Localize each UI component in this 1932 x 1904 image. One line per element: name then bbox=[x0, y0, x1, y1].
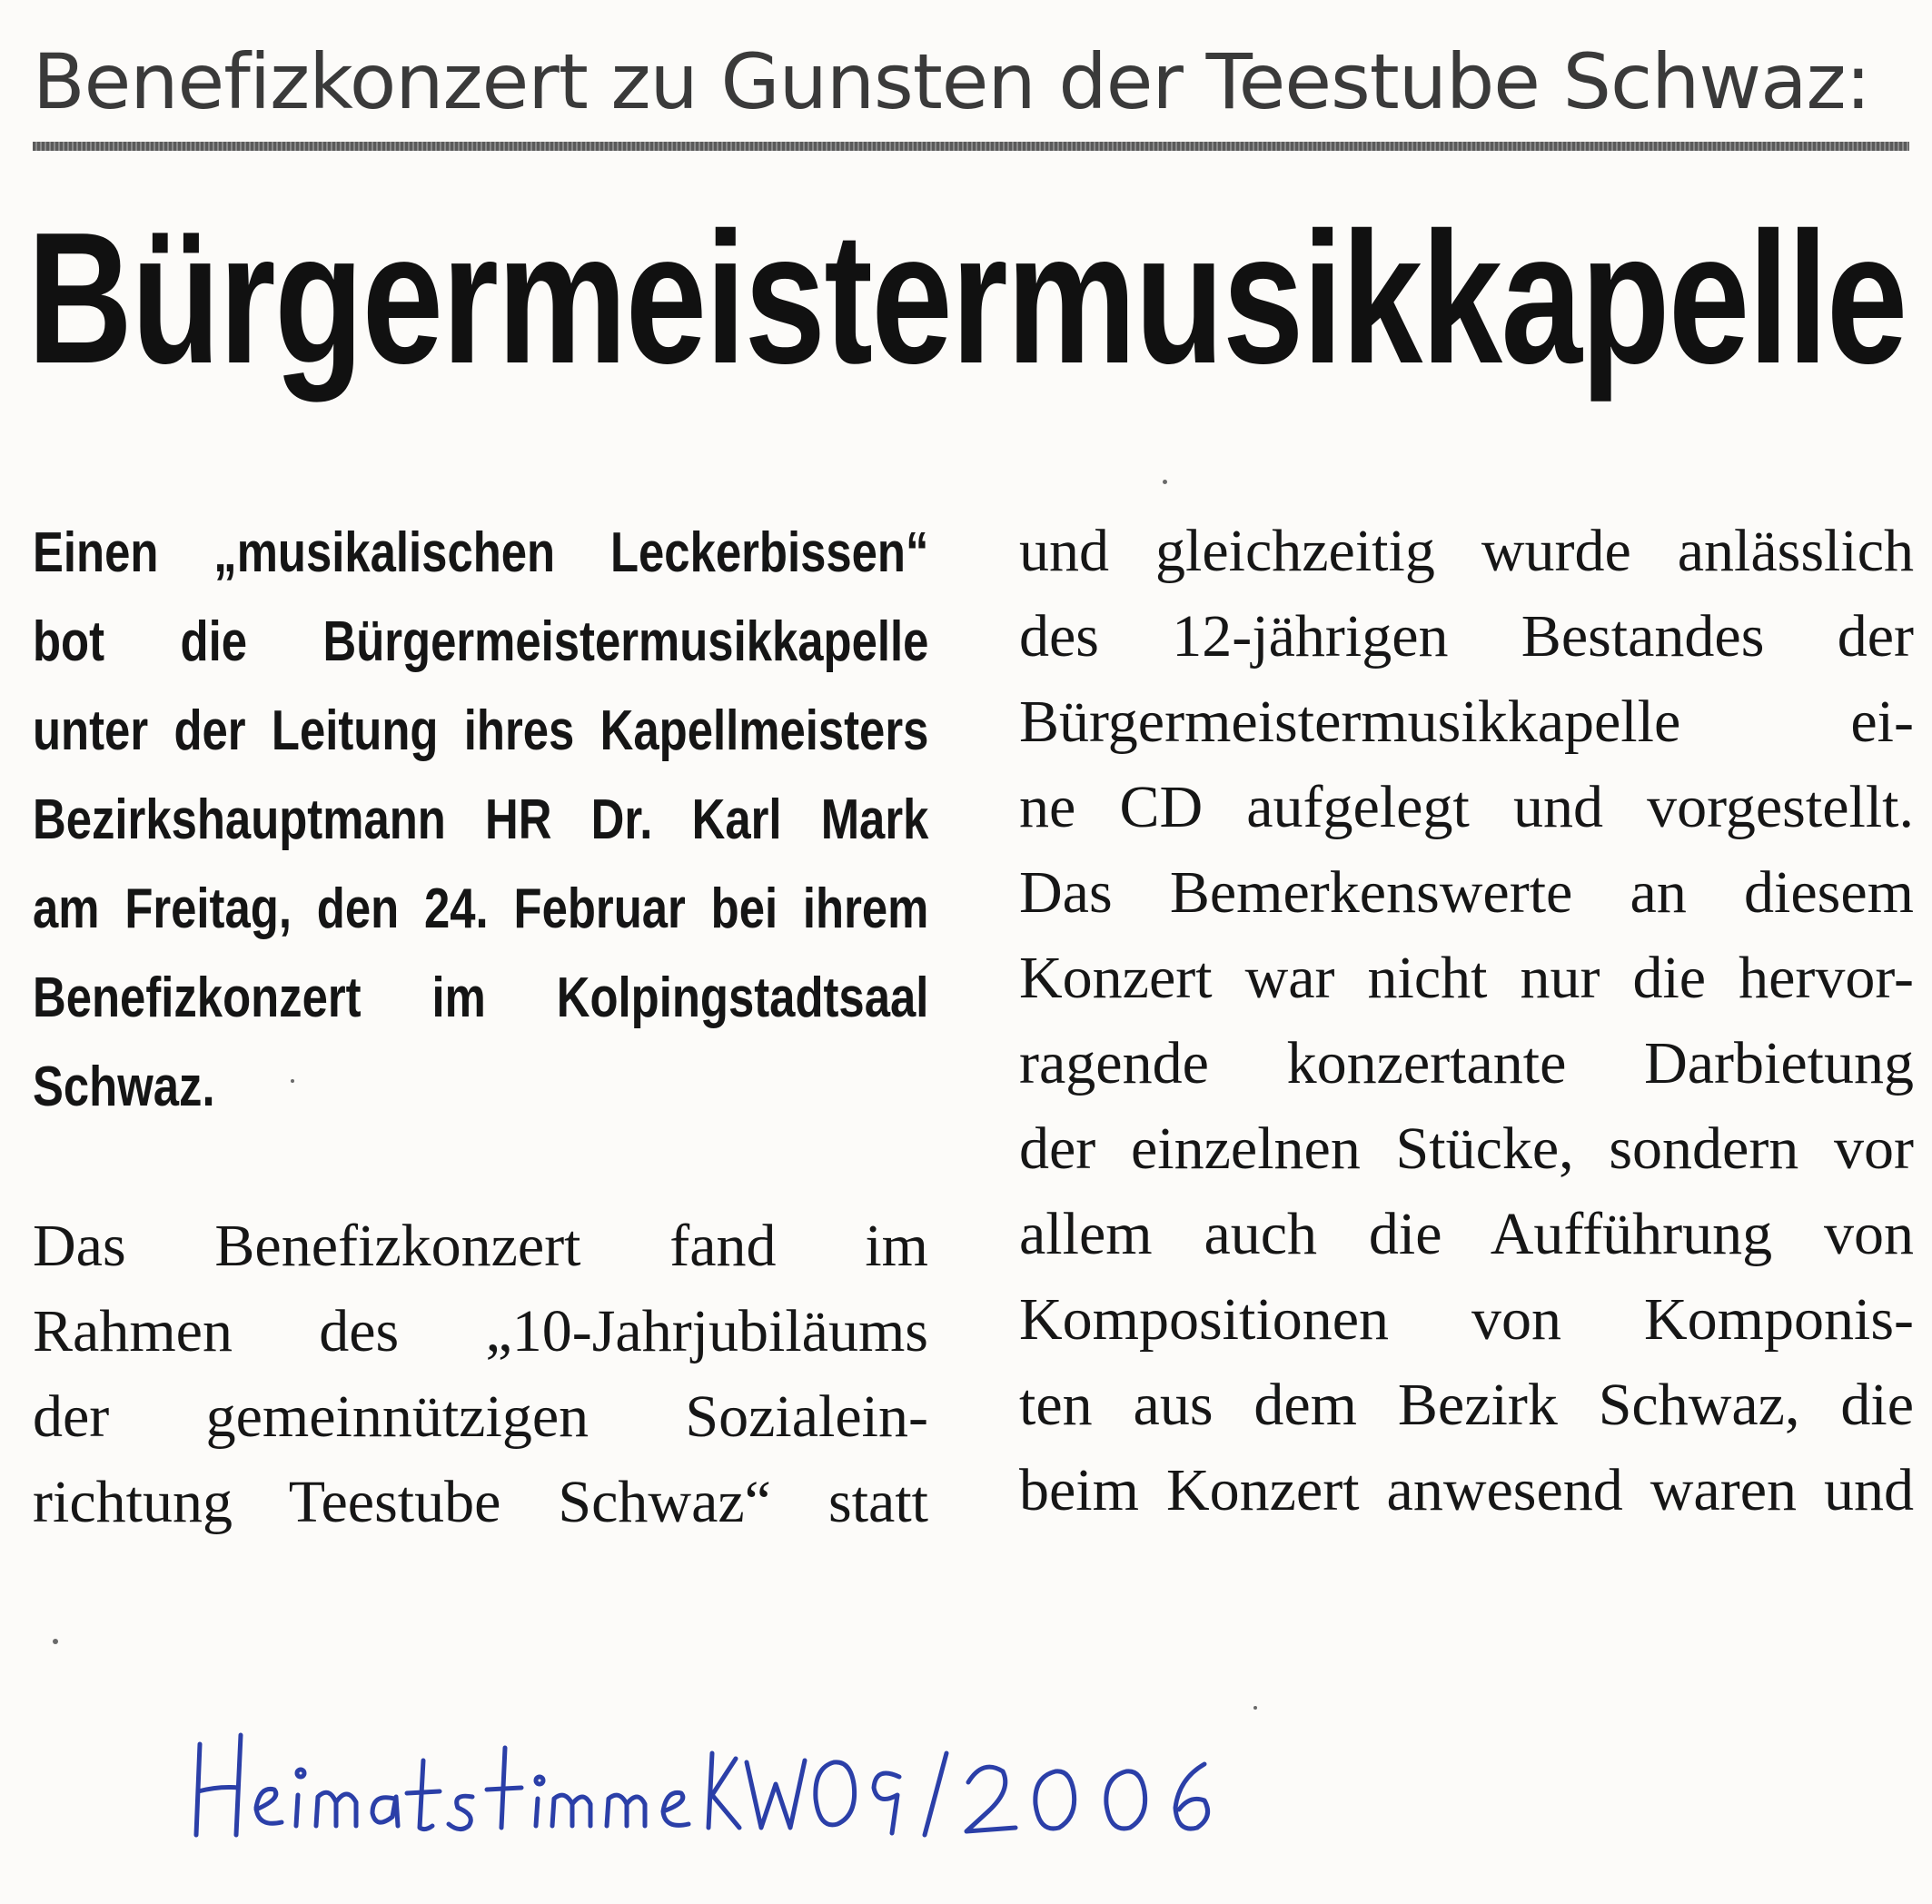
body-line: Das Benefizkonzert fand im bbox=[33, 1213, 928, 1279]
body-line: der einzelnen Stücke, sondern vor bbox=[1019, 1116, 1914, 1182]
article-column-left bbox=[33, 509, 929, 1535]
article-body-left bbox=[33, 1204, 928, 1545]
kicker-underline bbox=[33, 142, 1909, 151]
scan-speck bbox=[291, 1079, 294, 1083]
article-headline: Bürgermeistermusikkapelle bbox=[27, 193, 1907, 402]
body-line: Kompositionen von Komponis- bbox=[1019, 1286, 1914, 1353]
body-line: ne CD aufgelegt und vorgestellt. bbox=[1019, 774, 1914, 840]
body-line: richtung Teestube Schwaz“ statt bbox=[33, 1469, 928, 1535]
handwritten-note-drawing bbox=[191, 1708, 1308, 1853]
lead-line: am Freitag, den 24. Februar bei ihrem bbox=[33, 878, 929, 940]
body-line: beim Konzert anwesend waren und bbox=[1019, 1457, 1914, 1523]
article-kicker: Benefizkonzert zu Gunsten der Teestube Schwaz: bbox=[33, 37, 1870, 126]
lead-line: Einen „musikalischen Leckerbissen“ bbox=[33, 521, 929, 584]
lead-line: Bezirkshauptmann HR Dr. Karl Mark bbox=[33, 788, 929, 851]
scan-speck bbox=[1163, 480, 1167, 484]
scan-speck bbox=[53, 1639, 58, 1644]
body-line: der gemeinnützigen Sozialein- bbox=[33, 1383, 928, 1450]
body-line: ten aus dem Bezirk Schwaz, die bbox=[1019, 1372, 1914, 1438]
body-line: allem auch die Aufführung von bbox=[1019, 1201, 1914, 1267]
lead-line: unter der Leitung ihres Kapellmeisters bbox=[33, 699, 929, 762]
scan-speck bbox=[1253, 1706, 1257, 1710]
lead-line: Schwaz. bbox=[33, 1056, 215, 1118]
article-lead bbox=[33, 509, 928, 1132]
body-line: Das Bemerkenswerte an diesem bbox=[1019, 859, 1914, 926]
body-line: des 12-jährigen Bestandes der bbox=[1019, 603, 1914, 669]
article-body-right bbox=[1019, 509, 1914, 1533]
body-line: ragende konzertante Darbietung bbox=[1019, 1030, 1914, 1096]
body-line: und gleichzeitig wurde anlässlich bbox=[1019, 518, 1914, 584]
handwritten-note bbox=[191, 1708, 1308, 1853]
lead-line: bot die Bürgermeistermusikkapelle bbox=[33, 610, 929, 673]
body-line: Rahmen des „10-Jahrjubiläums bbox=[33, 1298, 928, 1364]
lead-line: Benefizkonzert im Kolpingstadtsaal bbox=[33, 967, 929, 1029]
body-line: Konzert war nicht nur die hervor- bbox=[1019, 945, 1914, 1011]
body-line: Bürgermeistermusikkapelle ei- bbox=[1019, 689, 1914, 755]
